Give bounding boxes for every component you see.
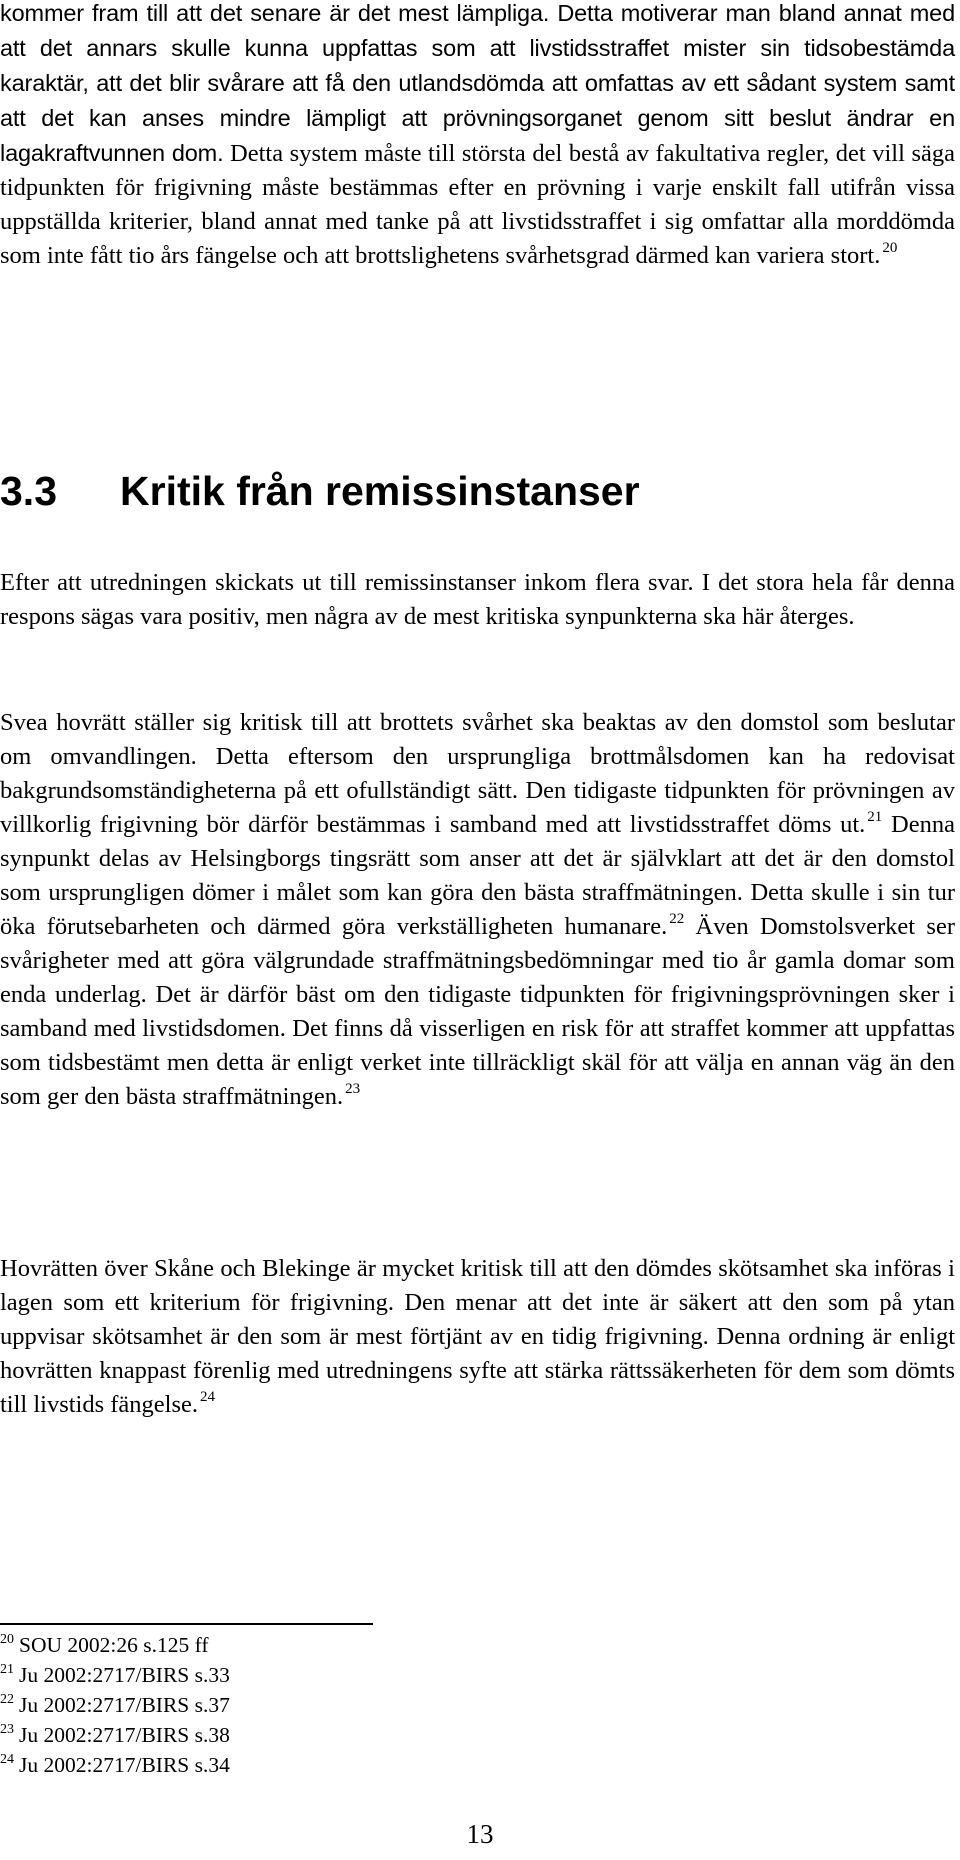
footnote-item <box>0 1632 230 1662</box>
footnote-text: Ju 2002:2717/BIRS s.34 <box>19 1753 230 1777</box>
footnote-text: Ju 2002:2717/BIRS s.38 <box>19 1723 230 1747</box>
footnote-ref-20: 20 <box>882 240 898 256</box>
section-heading <box>0 466 640 516</box>
footnote-separator <box>0 1623 373 1625</box>
footnotes-list <box>0 1632 230 1782</box>
footnote-mark: 23 <box>0 1722 14 1737</box>
footnote-mark: 22 <box>0 1692 14 1707</box>
intro-serif-text: Detta system måste till största del bestå av fakultativa regler, det vill säga tidpunkten för frigivning måste bestämmas efter en prövning i varje enskilt fall utifrån vissa uppställda kriterier, bland annat med tanke på att livstidsstraffet i sig omfattar alla morddömda som inte fått tio års fängelse och att brottslighetens svårhetsgrad därmed kan variera stort. <box>0 140 955 269</box>
footnote-item <box>0 1662 230 1692</box>
paragraph-remiss-intro: Efter att utredningen skickats ut till remissinstanser inkom flera svar. I det stora hela får denna respons sägas vara positiv, men några av de mest kritiska synpunkterna ska här återges. <box>0 569 955 630</box>
paragraph-svea-text-b: Denna synpunkt delas av Helsingborgs tingsrätt som anser att det är självklart att det är den domstol som ursprungligen dömer i målet som kan göra den bästa straffmätningen. Detta skulle i sin tur öka förutsebarheten och därmed göra verkställigheten humanare. <box>0 811 955 940</box>
footnote-ref-21: 21 <box>867 809 883 825</box>
section-title: Kritik från remissinstanser <box>120 468 640 514</box>
footnote-ref-23: 23 <box>345 1081 361 1097</box>
footnote-ref-22: 22 <box>669 911 685 927</box>
paragraph-skane-text: Hovrätten över Skåne och Blekinge är mycket kritisk till att den dömdes skötsamhet ska införas i lagen som ett kriterium för frigivning. Den menar att det inte är säkert att den som på ytan uppvisar skötsamhet är den som är mest förtjänt av en tidig frigivning. Denna ordning är enligt hovrätten knappast förenlig med utredningens syfte att stärka rättssäkerheten för dem som dömts till livstids fängelse. <box>0 1255 955 1418</box>
footnote-ref-24: 24 <box>200 1389 216 1405</box>
intro-paragraph <box>0 0 955 273</box>
footnote-item <box>0 1752 230 1782</box>
paragraph-svea-hovratt <box>0 706 955 1114</box>
footnote-item <box>0 1692 230 1722</box>
paragraph-svea-text-a: Svea hovrätt ställer sig kritisk till att brottets svårhet ska beaktas av den domstol som beslutar om omvandlingen. Detta eftersom den ursprungliga brottmålsdomen kan ha redovisat bakgrundsomständigheterna på ett ofullständigt sätt. Den tidigaste tidpunkten för prövningen av villkorlig frigivning bör därför bestämmas i samband med att livstidsstraffet döms ut. <box>0 709 955 838</box>
footnote-text: Ju 2002:2717/BIRS s.37 <box>19 1693 230 1717</box>
section-number: 3.3 <box>0 468 57 514</box>
footnote-item <box>0 1722 230 1752</box>
footnote-mark: 24 <box>0 1752 14 1767</box>
footnote-text: Ju 2002:2717/BIRS s.33 <box>19 1663 230 1687</box>
paragraph-hovratten-skane <box>0 1252 955 1422</box>
page-number: 13 <box>466 1819 494 1849</box>
footnote-text: SOU 2002:26 s.125 ff <box>19 1633 209 1657</box>
intro-sans-text: kommer fram till att det senare är det mest lämpliga. Detta motiverar man bland annat med att det annars skulle kunna uppfattas som att livstidsstraffet mister sin tidsobestämda karaktär, att det blir svårare att få den utlandsdömda att omfattas av ett sådant system samt att det kan anses mindre lämpligt att prövningsorganet genom sitt beslut ändrar en lagakraftvunnen dom. <box>0 0 955 166</box>
footnote-mark: 21 <box>0 1662 14 1677</box>
footnote-mark: 20 <box>0 1632 14 1647</box>
paragraph-svea-text-c: Även Domstolsverket ser svårigheter med att göra välgrundade straffmätningsbedömningar med tio år gamla domar som enda underlag. Det är därför bäst om den tidigaste tidpunkten för frigivningsprövningen sker i samband med livstidsdomen. Det finns då visserligen en risk för att straffet kommer att uppfattas som tidsbestämt men detta är enligt verket inte tillräckligt skäl för att välja en annan väg än den som ger den bästa straffmätningen. <box>0 913 955 1110</box>
